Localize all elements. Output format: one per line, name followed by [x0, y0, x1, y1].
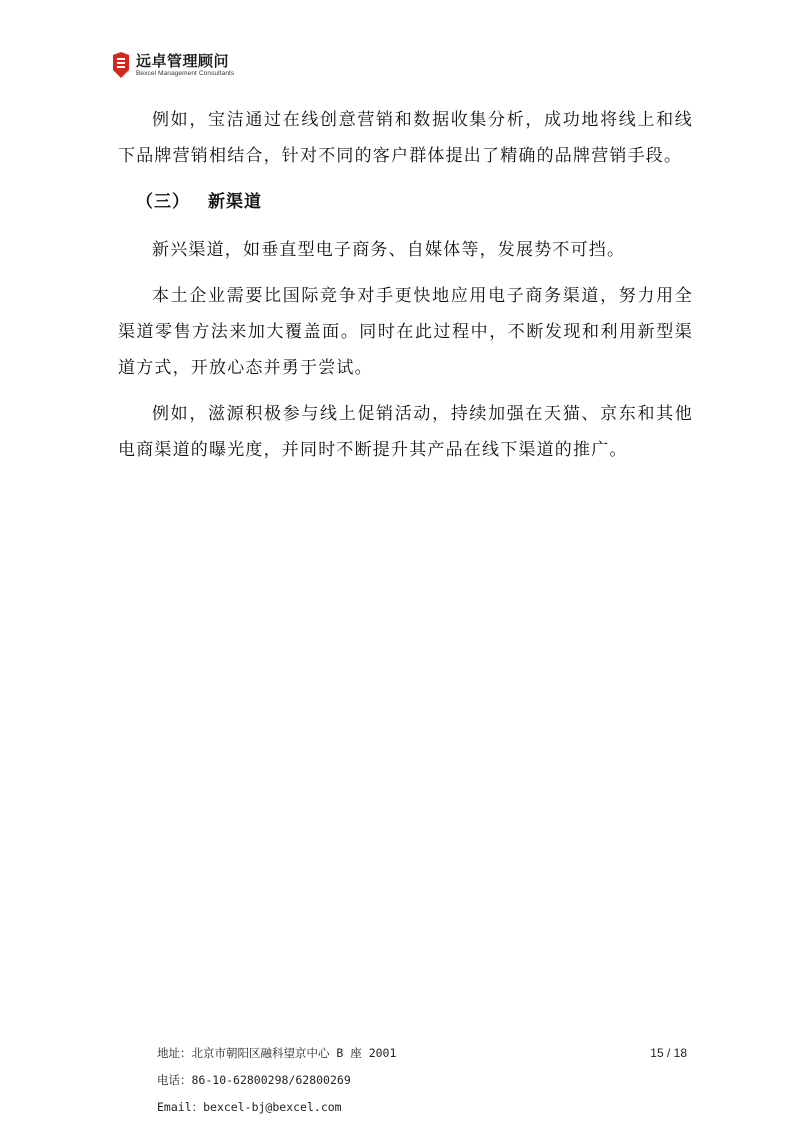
paragraph-pg-example: 例如，宝洁通过在线创意营销和数据收集分析，成功地将线上和线下品牌营销相结合，针对不同的客户群体提出了精确的品牌营销手段。: [118, 110, 693, 166]
bexcel-logo-icon: [110, 52, 132, 78]
footer-phone: 电话：86-10-62800298/62800269: [157, 1073, 351, 1087]
footer-address: 地址：北京市朝阳区融科望京中心 B 座 2001: [157, 1046, 397, 1060]
section-title: 新渠道: [208, 192, 262, 212]
paragraph-emerging-channels: 新兴渠道，如垂直型电子商务、自媒体等，发展势不可挡。: [152, 240, 626, 260]
paragraph-local-enterprises: 本土企业需要比国际竞争对手更快地应用电子商务渠道，努力用全渠道零售方法来加大覆盖面。同时在此过程中，不断发现和利用新型渠道方式，开放心态并勇于尝试。: [118, 286, 693, 378]
section-heading: [118, 184, 693, 220]
section-number: （三）: [136, 192, 190, 212]
page-number: 15 / 18: [650, 1046, 687, 1060]
paragraph-ziyuan-example: 例如，滋源积极参与线上促销活动，持续加强在天猫、京东和其他电商渠道的曝光度，并同时不断提升其产品在线下渠道的推广。: [118, 404, 693, 460]
page-footer: [157, 1040, 687, 1121]
document-body: [118, 102, 693, 478]
footer-email: Email：bexcel-bj@bexcel.com: [157, 1100, 342, 1114]
logo-english-name: Bexcel Management Consultants: [136, 69, 235, 77]
logo-chinese-name: 远卓管理顾问: [136, 51, 230, 70]
company-logo: [110, 52, 234, 78]
